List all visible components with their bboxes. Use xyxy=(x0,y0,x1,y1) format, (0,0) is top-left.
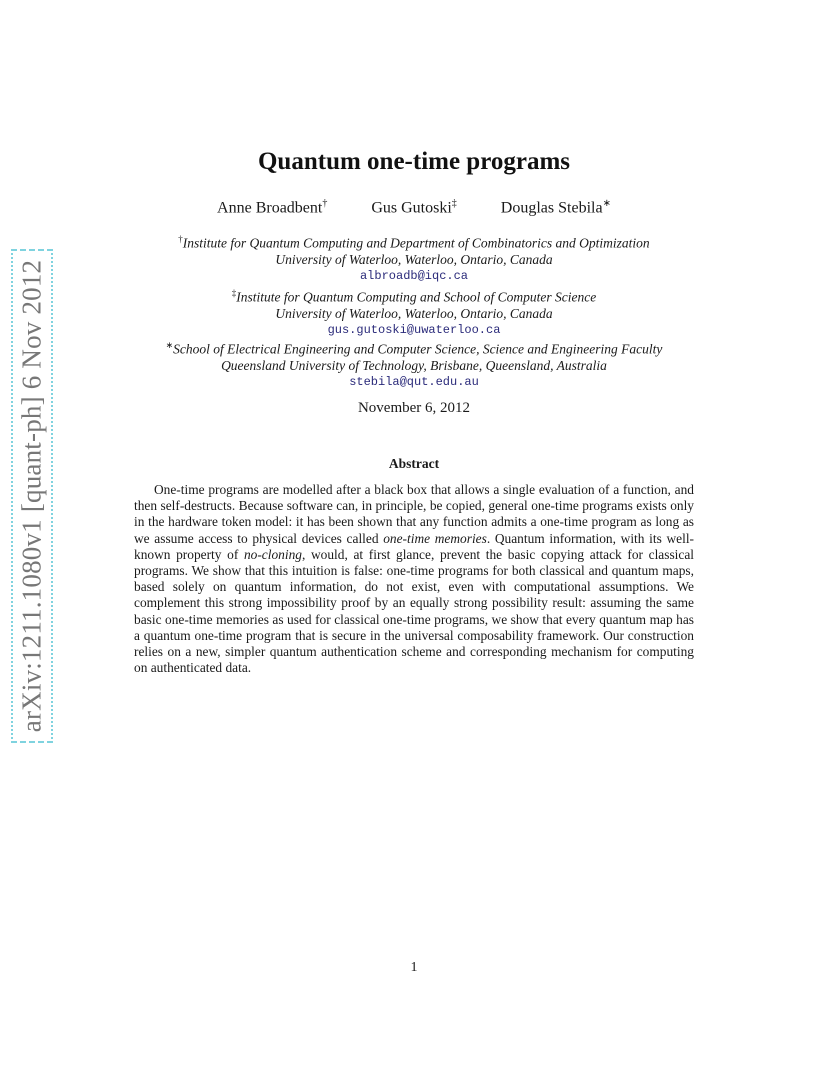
affiliation-block xyxy=(0,285,828,338)
author-mark: ∗ xyxy=(602,198,611,209)
affiliation-location: Queensland University of Technology, Brisbane, Queensland, Australia xyxy=(221,357,607,373)
affiliation-institute: Institute for Quantum Computing and Department of Combinatorics and Optimization xyxy=(182,235,650,251)
affiliation-line xyxy=(0,337,828,358)
affiliation-email[interactable]: albroadb@iqc.ca xyxy=(359,268,469,283)
author xyxy=(371,198,456,217)
affiliation-location: University of Waterloo, Waterloo, Ontario, Canada xyxy=(275,305,553,321)
affiliation-institute: School of Electrical Engineering and Computer Science, Science and Engineering Faculty xyxy=(173,341,663,357)
affiliation-mark: † xyxy=(178,234,183,244)
author xyxy=(501,198,611,217)
abstract-emphasis: no-cloning xyxy=(243,546,302,562)
author-name: Douglas Stebila xyxy=(500,199,603,217)
author-mark: † xyxy=(322,198,328,209)
affiliation-email[interactable]: stebila@qut.edu.au xyxy=(349,374,479,389)
abstract-text: , would, at first glance, prevent the basic copying attack for classical programs. We show that this intuition is false: one-time programs for both classical and quantum maps, based solely on quantum information, do not exist, even with computational assumptions. We complement this strong impossibility proof by an equally strong possibility result: assuming the same basic one-time memories as used for classical one-time programs, we show that every quantum map has a quantum one-time program that is secure in the universal composability framework. Our construction relies on a new, simpler quantum authentication scheme and corresponding mechanism for computing on authenticated data. xyxy=(134,546,695,676)
author-list xyxy=(0,198,828,217)
affiliation-line xyxy=(0,231,828,252)
abstract-emphasis: one-time memories xyxy=(383,530,487,546)
affiliation-line xyxy=(0,285,828,306)
arxiv-stamp-text: arXiv:1211.1080v1 [quant-ph] 6 Nov 2012 xyxy=(16,259,47,733)
author xyxy=(217,198,327,217)
affiliation-institute: Institute for Quantum Computing and School of Computer Science xyxy=(236,289,597,305)
page-number: 1 xyxy=(410,960,418,975)
affiliation-block xyxy=(0,337,828,390)
affiliation-block xyxy=(0,231,828,284)
abstract-heading: Abstract xyxy=(388,456,440,471)
affiliation-mark: ‡ xyxy=(231,288,237,298)
affiliation-email[interactable]: gus.gutoski@uwaterloo.ca xyxy=(327,322,501,337)
author-mark: ‡ xyxy=(451,198,457,209)
paper-title: Quantum one-time programs xyxy=(257,148,571,175)
abstract-text: . Quantum information, with its well-known property of xyxy=(134,530,694,562)
author-name: Anne Broadbent xyxy=(217,199,323,217)
affiliation-location: University of Waterloo, Waterloo, Ontario, Canada xyxy=(275,251,553,267)
affiliation-mark: ∗ xyxy=(165,340,174,350)
abstract-body xyxy=(134,482,694,676)
author-name: Gus Gutoski xyxy=(371,199,452,217)
publication-date: November 6, 2012 xyxy=(357,400,471,416)
abstract-text: One-time programs are modelled after a black box that allows a single evaluation of a function, and then self-destructs. Because software can, in principle, be copied, general one-time programs exists only in the hardware token model: it has been shown that any function admits a one-time program as long as we assume access to physical devices called xyxy=(134,482,694,546)
